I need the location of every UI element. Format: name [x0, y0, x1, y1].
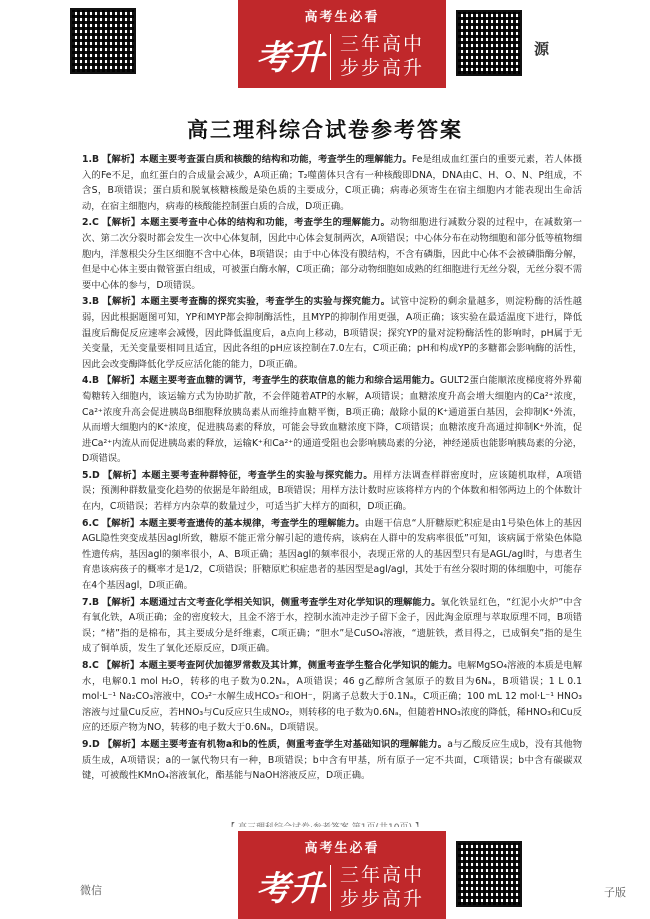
bottom-left-text: 微信	[80, 884, 102, 897]
slogan-line-1: 三年高中	[340, 33, 425, 55]
must-see-label: 高考生必看	[304, 10, 380, 25]
answer-item-5: 5.D 【解析】本题主要考查种群特征，考查学生的实验与探究能力。用样方法调查样群密度时，应该随机取样，A项错误；预测种群数量变化趋势的依据是年龄组成，B项错误；用样方法计数时应该将样方内的个体数和相邻两边上的个体数计在内，C项错误；若样方内杂草的数量过少，可适当扩大样方的面积，D项正确。	[82, 469, 582, 513]
slogan-line-2: 步步高升	[340, 888, 425, 910]
slogan	[340, 863, 440, 911]
answer-item-8: 8.C 【解析】本题主要考查阿伏加德罗常数及其计算，侧重考查学生整合化学知识的能力。电解MgSO₄溶液的本质是电解水，电解0.1 mol H₂O，转移的电子数为0.2Nₐ，A项错误；46 g乙醇所含氢原子的数目为6Nₐ，B项错误；1 L 0.1 mol·L⁻¹ Na₂CO₃溶液中，CO₃²⁻水解生成HCO₃⁻和OH⁻，阴离子总数大于0.1Nₐ，C项正确；100 mL 12 mol·L⁻¹ HNO₃溶液与过量Cu反应，若HNO₃与Cu反应只生成NO₂，则转移的电子数为0.6Nₐ，但随着HNO₃浓度的降低，稀HNO₃和Cu反应的还原产物为NO，转移的电子数大于0.6Nₐ，D项错误。	[82, 660, 582, 734]
answer-item-9: 9.D 【解析】本题主要考查有机物a和b的性质，侧重考查学生对基础知识的理解能力。a与乙酸反应生成b，没有其他物质生成，A项错误；a的一氯代物只有一种，B项错误；b中含有甲基，所有原子一定不共面，C项错误；b中含有碳碳双键，可被酸性KMnO₄溶液氧化，酯基能与NaOH溶液反应，D项正确。	[82, 738, 582, 782]
answer-item-3: 3.B 【解析】本题主要考查酶的探究实验，考查学生的实验与探究能力。试管中淀粉的剩余量越多，则淀粉酶的活性越弱，因此根据题图可知，YP和MYP都会抑制酶活性，且MYP的抑制作用更强，A项正确；该实验在最适温度下进行，降低温度后酶促反应速率会减慢，因此降低温度后，a点向上移动，B项错误；探究YP的量对淀粉酶活性的影响时，pH属于无关变量，无关变量要相同且适宜，因此各组的pH应该控制在7.0左右，C项正确；pH和构成YP的多糖都会影响酶的活性，因此会改变酶降低化学反应活化能的能力，D项正确。	[82, 296, 582, 370]
slogan-line-2: 步步高升	[340, 57, 425, 79]
divider	[330, 34, 331, 80]
answer-item-7: 7.B 【解析】本题通过古文考查化学相关知识，侧重考查学生对化学知识的理解能力。氧化铁显红色，“红泥小火炉”中含有氧化铁，A项正确；金的密度较大，且金不溶于水，控制水流冲走沙子留下金子，因此淘金原理与萃取原理不同，B项错误；“楮”指的是棉布，其主要成分是纤维素，C项正确；“胆水”是CuSO₄溶液，“遗脏铁，煮目得之，已成铜矣”指的是生成了铜单质，发生了氧化还原反应，D项正确。	[82, 596, 582, 655]
qr-code-icon	[456, 841, 522, 907]
answer-item-2: 2.C 【解析】本题主要考查中心体的结构和功能，考查学生的理解能力。动物细胞进行减数分裂的过程中，在减数第一次、第二次分裂时都会发生一次中心体复制，因此中心体会复制两次，A项错误；中心体分布在动物细胞和部分低等植物细胞内，洋葱根尖分生区细胞不含中心体，B项错误；由于中心体没有膜结构，不含有磷脂，因此中心体不会被磷脂酶分解，但是中心体主要由微管蛋白组成，可被蛋白酶水解，C项正确；部分动物细胞如成熟的红细胞进行无丝分裂，无丝分裂不需要中心体的参与，D项错误。	[82, 217, 582, 291]
answer-item-1: 1.B 【解析】本题主要考查蛋白质和核酸的结构和功能，考查学生的理解能力。Fe是组成血红蛋白的重要元素，若人体摄入的Fe不足，血红蛋白的合成量会减少，A项正确；T₂噬菌体只含有一种核酸即DNA，DNA由C、H、O、N、P组成，不含S，B项错误；蛋白质和脱氧核糖核酸是染色质的主要成分，C项正确；病毒必须寄生在宿主细胞内才能表现出生命活动，在宿主细胞内，病毒的核酸能控制蛋白质的合成，D项正确。	[82, 154, 582, 212]
answer-list	[82, 152, 582, 785]
brand-box	[238, 0, 446, 88]
header-banner	[0, 0, 650, 92]
brand-logo: 考升	[256, 38, 324, 78]
bottom-right-text: 子版	[604, 886, 626, 899]
slogan	[340, 32, 440, 80]
brand-logo: 考升	[256, 869, 324, 909]
qr-code-icon	[70, 8, 136, 74]
must-see-label: 高考生必看	[304, 841, 380, 856]
brand-box	[238, 831, 446, 919]
footer-banner	[0, 827, 650, 919]
qr-code-icon	[456, 10, 522, 76]
answer-item-4: 4.B 【解析】本题主要考查血糖的调节，考查学生的获取信息的能力和综合运用能力。GULT2蛋白能顺浓度梯度将外界葡萄糖转入细胞内，该运输方式为协助扩散，不会伴随着ATP的水解，A项错误；血糖浓度升高会增大细胞内的Ca²⁺浓度，Ca²⁺浓度升高会促进胰岛B细胞释放胰岛素从而维持血糖平衡，B项正确；敲除小鼠的K⁺通道蛋白基因，会抑制K⁺外流，从而增大细胞内的K⁺浓度，促进胰岛素的释放，可能会导致血糖浓度下降，C项错误；血糖浓度升高通过抑制K⁺外流，促进Ca²⁺内流从而促进胰岛素的释放，运输K⁺和Ca²⁺的通道受阻也会影响胰岛素的分泌，神经递质也能影响胰岛素的分泌，D项错误。	[82, 375, 582, 465]
page-title: 高三理科综合试卷参考答案	[187, 118, 463, 142]
divider	[330, 865, 331, 911]
slogan-line-1: 三年高中	[340, 864, 425, 886]
edge-text: 源	[534, 40, 550, 58]
answer-item-6: 6.C 【解析】本题主要考查遗传的基本规律，考查学生的理解能力。由题干信息“人肝糖原贮积症是由1号染色体上的基因AGL隐性突变成基因agl所致，糖原不能正常分解引起的遗传病，该病在人群中的发病率很低”可知，该病属于常染色体隐性遗传病，基因agl的频率很小，A、B项正确；基因agl的频率很小，表现正常的人的基因型只有是AGL/agl时，与患者生育患该病孩子的概率才是1/2，C项错误；肝糖原贮积症患者的基因型是agl/agl，其处于有丝分裂时期的体细胞中，可能存在4个基因agl，D项正确。	[82, 517, 582, 592]
